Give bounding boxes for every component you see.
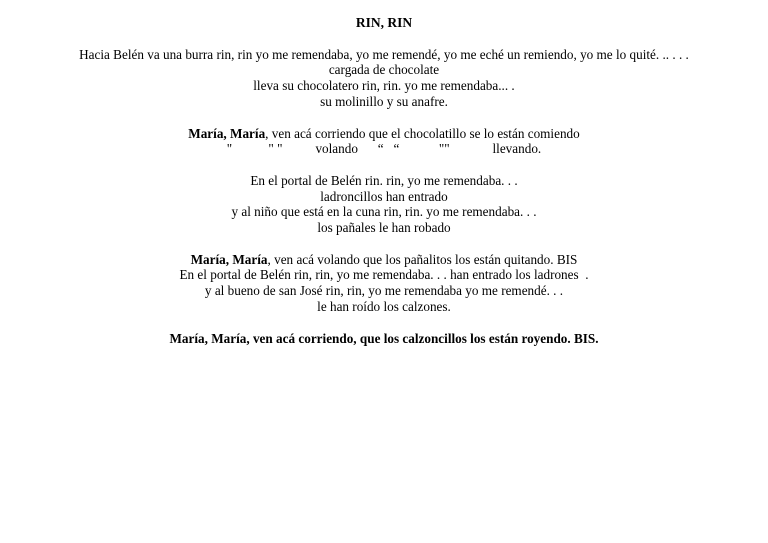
chorus-bold-name: María, María [190,251,268,267]
stanza-line: En el portal de Belén rin. rin, yo me remendaba. . . [250,172,518,188]
chorus-line [0,252,768,268]
chorus-ditto-line: " " " volando “ “ "" llevando. [226,141,542,157]
stanza-2 [0,173,768,236]
stanza-line: le han roído los calzones. [317,298,451,314]
chorus-bold-name: María, María [188,125,266,141]
stanza-line: lleva su chocolatero rin, rin. yo me remendaba... . [253,78,515,94]
stanza-1 [0,47,768,110]
stanza-line: En el portal de Belén rin, rin, yo me remendaba. . . han entrado los ladrones . [179,267,589,283]
chorus-rest: , ven acá corriendo que el chocolatillo se lo están comiendo [265,125,580,141]
stanza-line: y al niño que está en la cuna rin, rin. yo me remendaba. . . [231,204,537,220]
stanza-line: cargada de chocolate [328,62,440,78]
stanza-3 [0,252,768,315]
stanza-line: y al bueno de san José rin, rin, yo me remendaba yo me remendé. . . [204,283,564,299]
song-title: RIN, RIN [355,15,413,30]
stanza-line: su molinillo y su anafre. [320,93,448,109]
stanza-line: ladroncillos han entrado [320,188,448,204]
chorus-line [0,126,768,142]
final-chorus [0,331,768,347]
stanza-line: Hacia Belén va una burra rin, rin yo me remendaba, yo me remendé, yo me eché un remiendo, yo me lo quité. .. . . . [79,46,689,62]
stanza-line: los pañales le han robado [317,220,451,236]
final-chorus-line: María, María, ven acá corriendo, que los calzoncillos los están royendo. BIS. [169,330,599,346]
chorus-rest: , ven acá volando que los pañalitos los están quitando. BIS [267,251,578,267]
chorus-1 [0,126,768,157]
